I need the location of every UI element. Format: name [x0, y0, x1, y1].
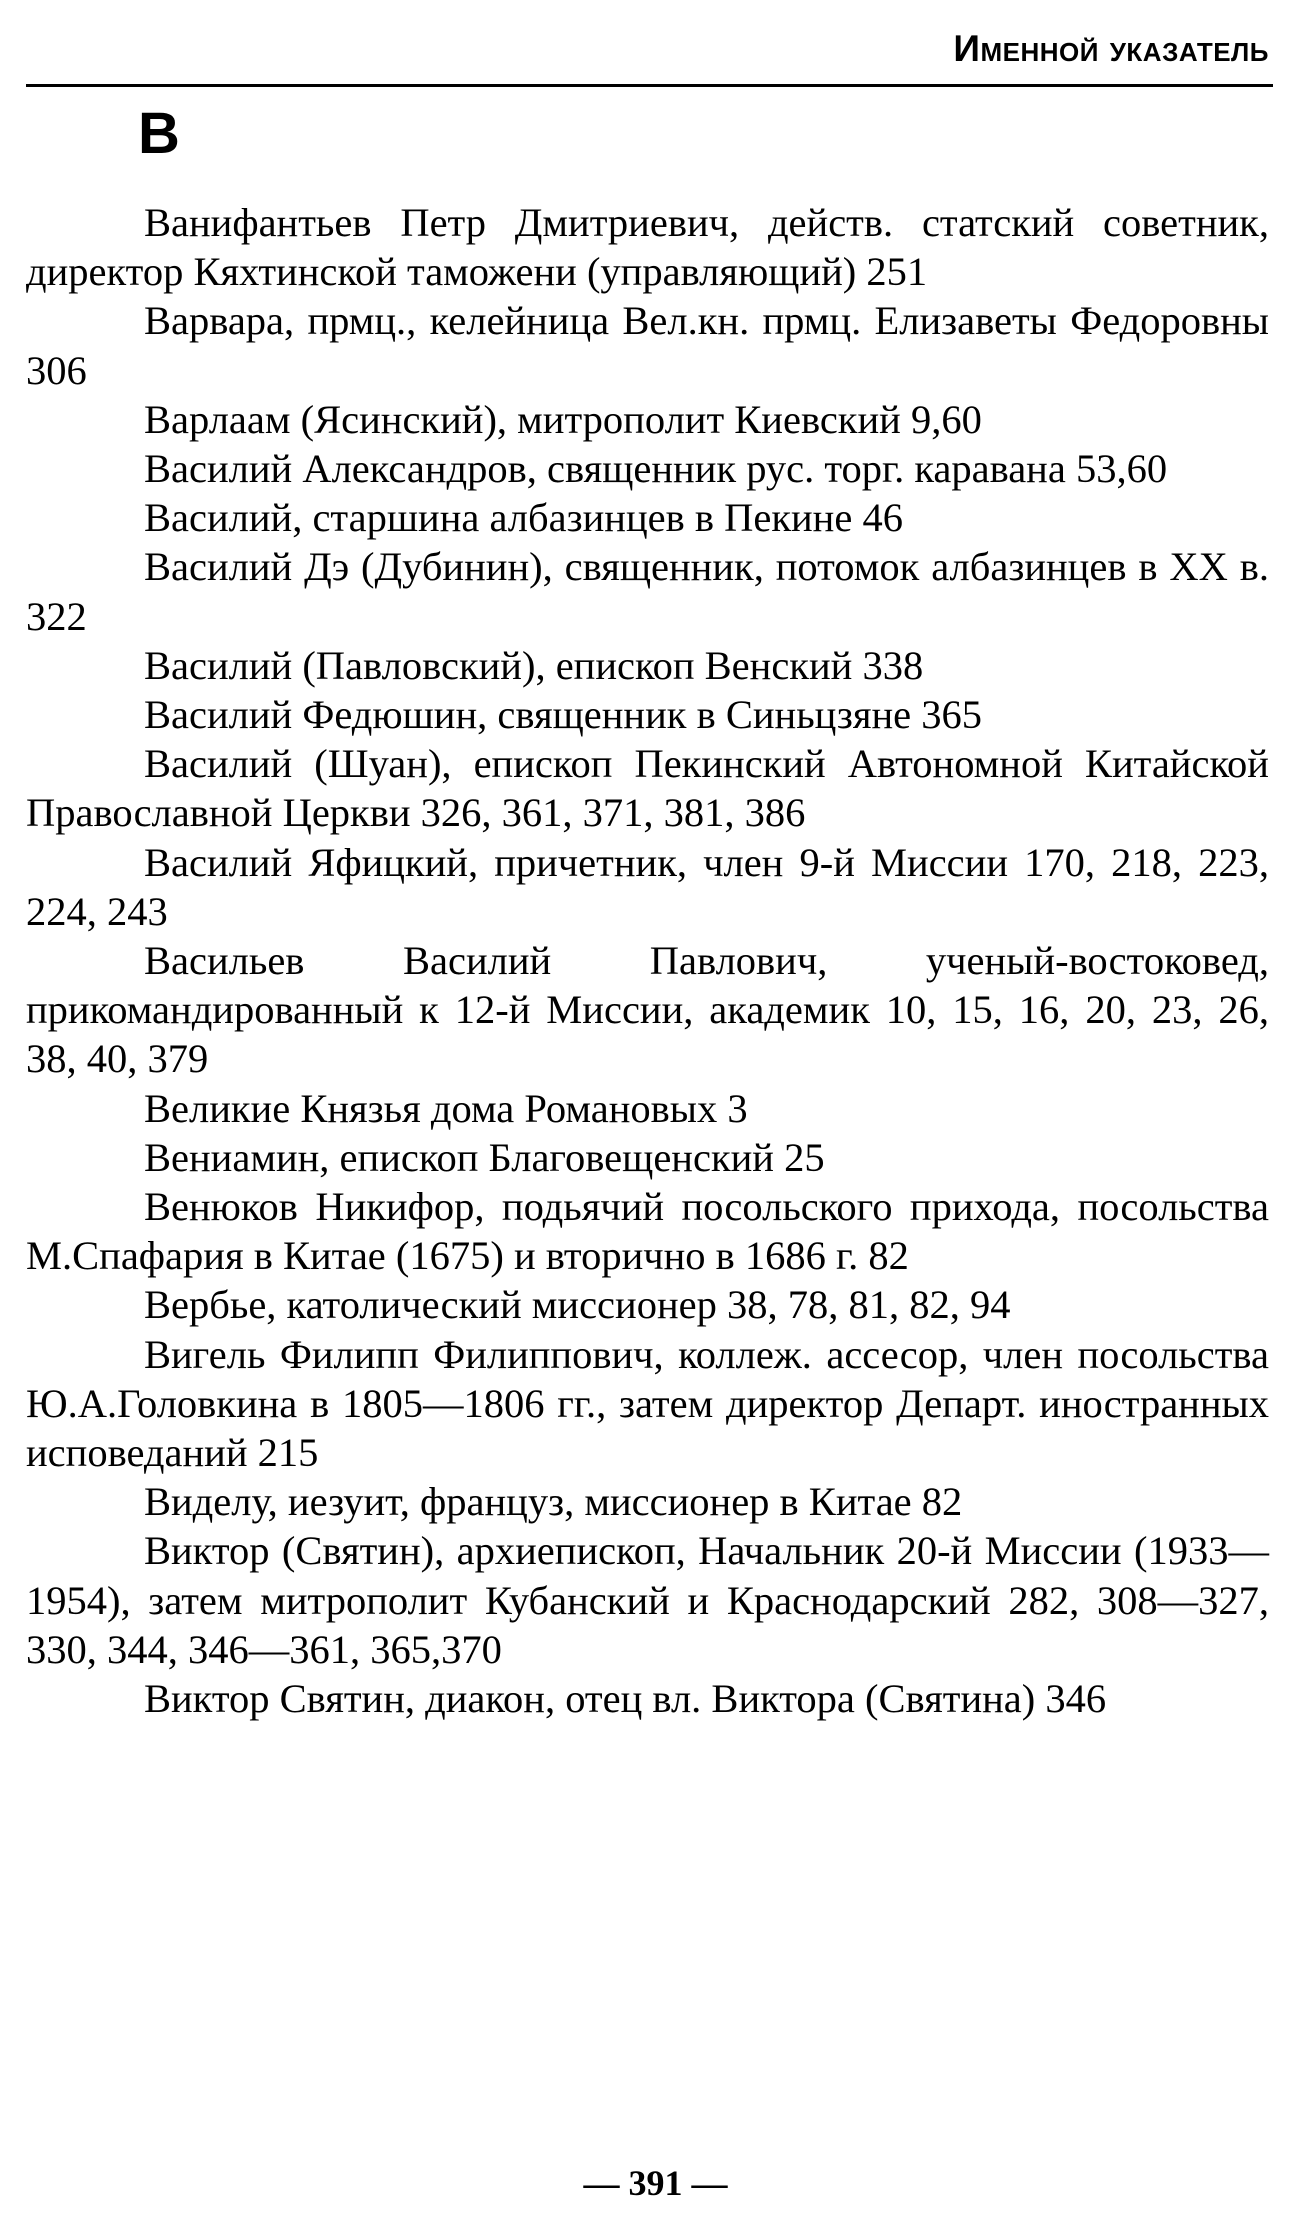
- index-entry: Васильев Василий Павлович, ученый-востоковед, прикомандированный к 12-й Миссии, академик 10, 15, 16, 20, 23, 26, 38, 40, 379: [26, 938, 1269, 1082]
- index-entry: Виктор (Святин), архиепископ, Начальник 20-й Миссии (1933—1954), затем митрополит Кубанский и Краснодарский 282, 308—327, 330, 344, 346—361, 365,370: [26, 1528, 1269, 1672]
- index-entry: Василий, старшина албазинцев в Пекине 46: [144, 495, 903, 541]
- index-entry: Василий (Павловский), епископ Венский 338: [144, 642, 924, 688]
- index-entry: Вениамин, епископ Благовещенский 25: [144, 1134, 825, 1180]
- index-entry: Василий Федюшин, священник в Синьцзяне 365: [144, 692, 982, 738]
- index-entry: Василий Яфицкий, причетник, член 9-й Миссии 170, 218, 223, 224, 243: [26, 839, 1269, 934]
- index-entry: Виделу, иезуит, француз, миссионер в Китае 82: [144, 1479, 963, 1525]
- index-entry: Венюков Никифор, подьячий посольского прихода, посольства М.Спафария в Китае (1675) и вторично в 1686 г. 82: [26, 1184, 1269, 1279]
- index-entry: Варвара, прмц., келейница Вел.кн. прмц. Елизаветы Федоровны 306: [26, 298, 1269, 393]
- header-rule: [26, 84, 1273, 87]
- section-letter: В: [138, 101, 180, 166]
- index-entry: Варлаам (Ясинский), митрополит Киевский 9,60: [144, 396, 982, 442]
- index-entry: Вербье, католический миссионер 38, 78, 81, 82, 94: [144, 1282, 1011, 1328]
- index-entry: Виктор Святин, диакон, отец вл. Виктора (Святина) 346: [144, 1676, 1107, 1722]
- index-entries: [26, 198, 1269, 1723]
- index-entry: Василий Александров, священник рус. торг. каравана 53,60: [144, 446, 1168, 492]
- index-entry: Великие Князья дома Романовых 3: [144, 1085, 748, 1131]
- index-entry: Ванифантьев Петр Дмитриевич, действ. статский советник, директор Кяхтинской таможени (управляющий) 251: [26, 200, 1269, 295]
- page-number: — 391 —: [583, 2163, 728, 2203]
- index-entry: Василий Дэ (Дубинин), священник, потомок албазинцев в XX в. 322: [26, 544, 1269, 639]
- index-entry: Василий (Шуан), епископ Пекинский Автономной Китайской Православной Церкви 326, 361, 371, 381, 386: [26, 741, 1269, 836]
- running-head: Именной указатель: [953, 28, 1269, 69]
- index-entry: Вигель Филипп Филиппович, коллеж. ассесор, член посольства Ю.А.Головкина в 1805—1806 гг., затем директор Департ. иностранных исповеданий 215: [26, 1331, 1269, 1476]
